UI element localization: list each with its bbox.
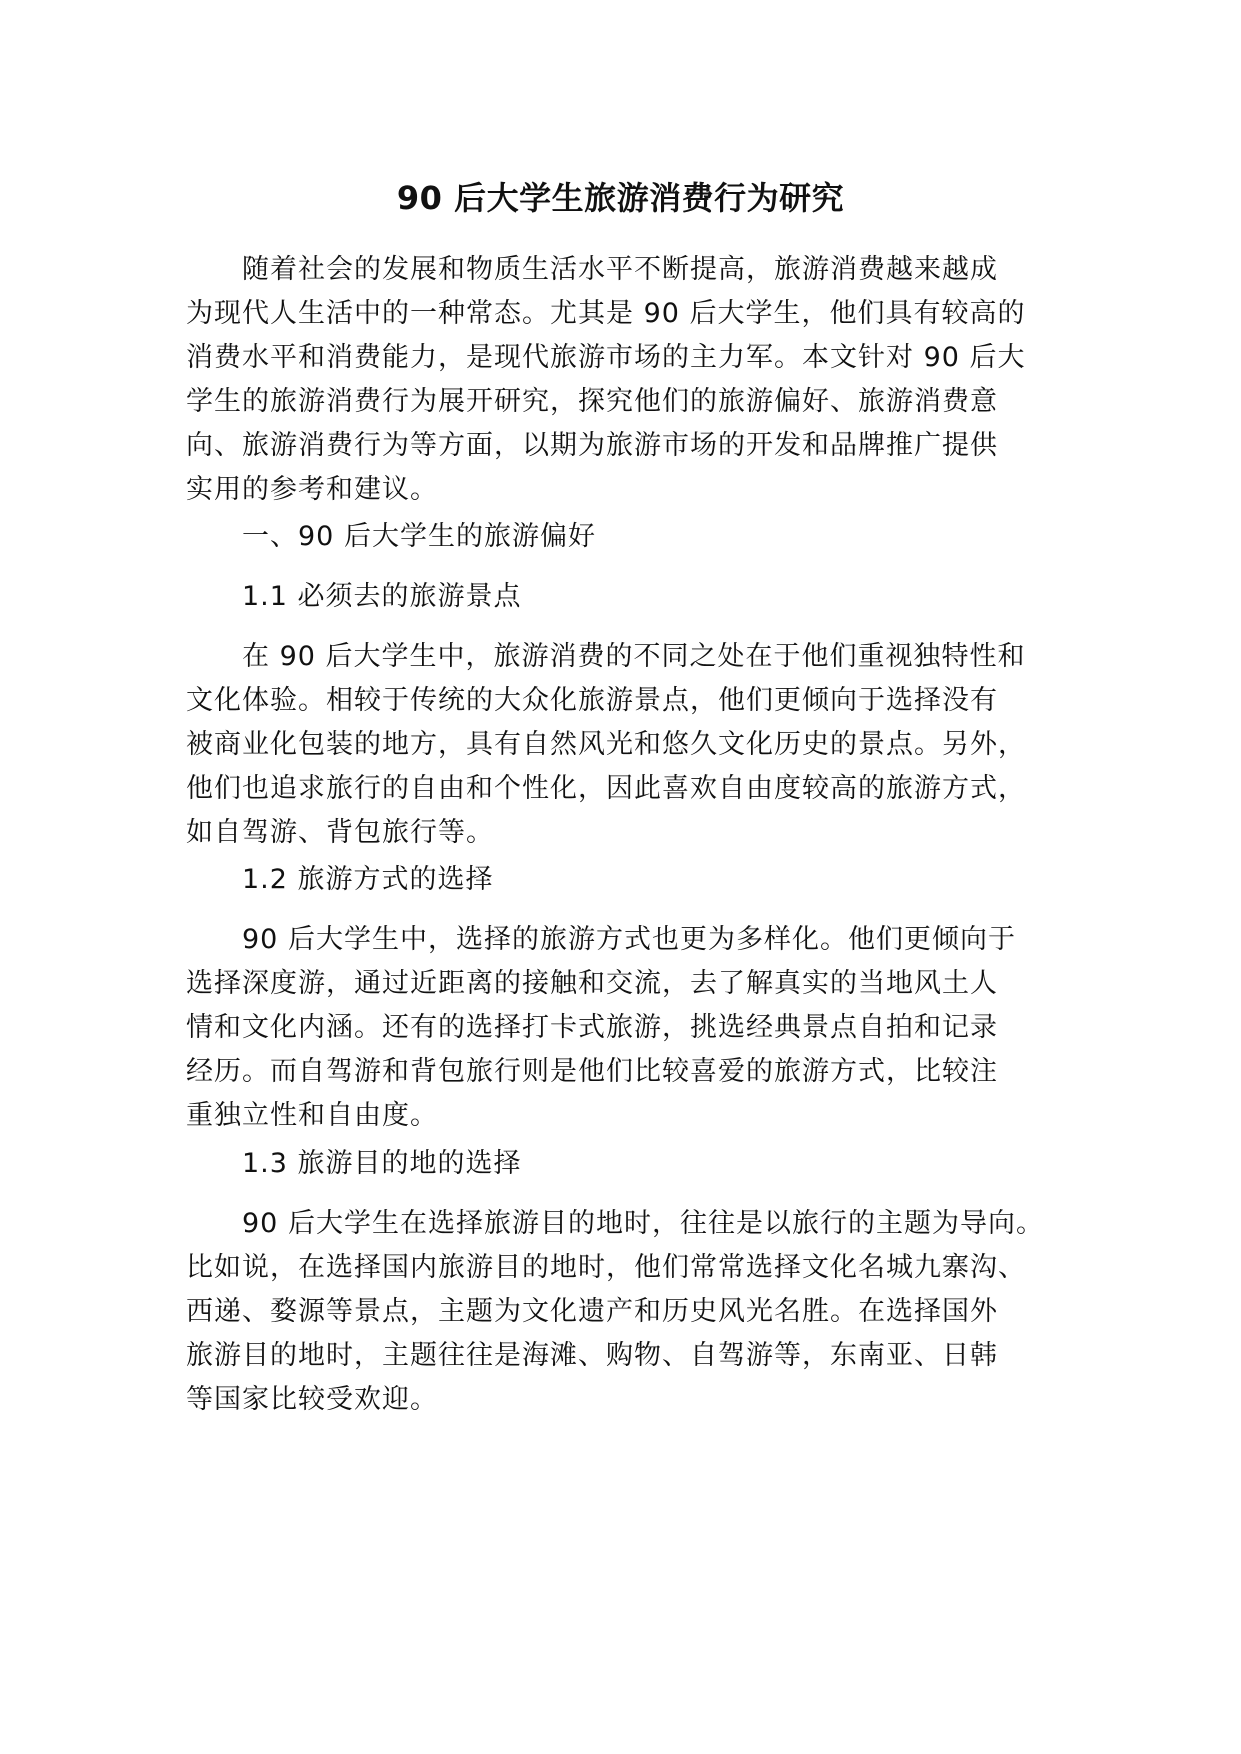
intro-paragraph — [186, 248, 1086, 512]
paragraph-line: 为现代人生活中的一种常态。尤其是 90 后大学生，他们具有较高的 — [186, 298, 1026, 329]
section-heading: 一、90 后大学生的旅游偏好 — [242, 521, 596, 552]
paragraph-line: 他们也追求旅行的自由和个性化，因此喜欢自由度较高的旅游方式， — [186, 773, 1026, 804]
paragraph-line: 比如说，在选择国内旅游目的地时，他们常常选择文化名城九寨沟、 — [186, 1252, 1026, 1283]
subsection-heading: 1.1 必须去的旅游景点 — [242, 581, 522, 612]
paragraph-line: 如自驾游、背包旅行等。 — [186, 817, 494, 848]
paragraph-line: 情和文化内涵。还有的选择打卡式旅游，挑选经典景点自拍和记录 — [186, 1012, 998, 1043]
subsection-heading: 1.3 旅游目的地的选择 — [242, 1148, 522, 1179]
paragraph-line: 选择深度游，通过近距离的接触和交流，去了解真实的当地风土人 — [186, 968, 998, 999]
paragraph-line: 西递、婺源等景点，主题为文化遗产和历史风光名胜。在选择国外 — [186, 1296, 998, 1327]
paragraph-line: 文化体验。相较于传统的大众化旅游景点，他们更倾向于选择没有 — [186, 685, 998, 716]
paragraph-line: 经历。而自驾游和背包旅行则是他们比较喜爱的旅游方式，比较注 — [186, 1056, 998, 1087]
paragraph-line: 实用的参考和建议。 — [186, 474, 438, 505]
subsection-heading: 1.2 旅游方式的选择 — [242, 864, 494, 895]
paragraph-line: 被商业化包装的地方，具有自然风光和悠久文化历史的景点。另外， — [186, 729, 1026, 760]
paragraph-line: 随着社会的发展和物质生活水平不断提高，旅游消费越来越成 — [242, 254, 998, 285]
paragraph-line: 重独立性和自由度。 — [186, 1100, 438, 1131]
subsection-paragraph — [186, 1202, 1086, 1422]
paragraph-line: 向、旅游消费行为等方面，以期为旅游市场的开发和品牌推广提供 — [186, 430, 998, 461]
paragraph-line: 学生的旅游消费行为展开研究，探究他们的旅游偏好、旅游消费意 — [186, 386, 998, 417]
paragraph-line: 旅游目的地时，主题往往是海滩、购物、自驾游等，东南亚、日韩 — [186, 1340, 998, 1371]
paragraph-line: 在 90 后大学生中，旅游消费的不同之处在于他们重视独特性和 — [242, 641, 1026, 672]
subsection-paragraph — [186, 918, 1086, 1138]
document-title: 90 后大学生旅游消费行为研究 — [396, 179, 845, 217]
paragraph-line: 消费水平和消费能力，是现代旅游市场的主力军。本文针对 90 后大 — [186, 342, 1026, 373]
paragraph-line: 90 后大学生中，选择的旅游方式也更为多样化。他们更倾向于 — [242, 924, 1016, 955]
paragraph-line: 90 后大学生在选择旅游目的地时，往往是以旅行的主题为导向。 — [242, 1208, 1044, 1239]
subsection-paragraph — [186, 635, 1086, 855]
paragraph-line: 等国家比较受欢迎。 — [186, 1384, 438, 1415]
